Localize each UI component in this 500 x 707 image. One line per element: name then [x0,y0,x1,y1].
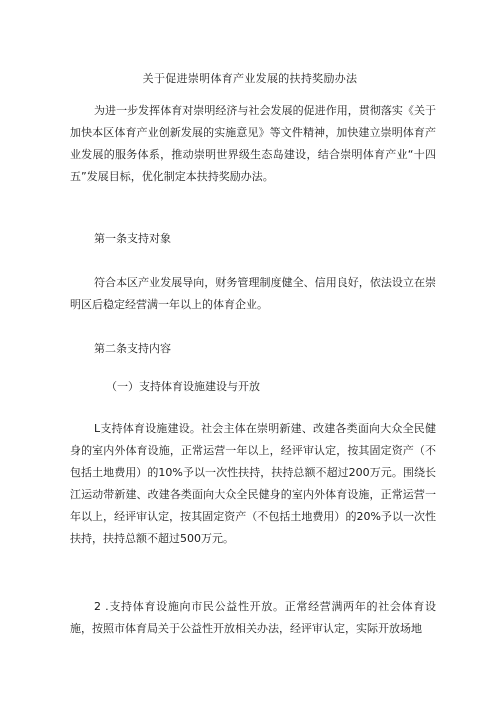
item1-paragraph: L支持体育设施建设。社会主体在崇明新建、改建各类面向大众全民健身的室内外体育设施，正常运营一年以上，经评审认定，按其固定资产（不包括土地费用）的10%予以一次性扶持，扶持总额不超过200万元。围绕长江运动带新建、改建各类面向大众全民健身的室内外体育设施，正常运营一年以上，经评审认定，按其固定资产（不包括土地费用）的20%予以一次性扶持，扶持总额不超过500万元。 [70,422,436,545]
article2-heading: 第二条支持内容 [94,342,171,355]
item2-paragraph: 2 .支持体育设施向市民公益性开放。正常经营满两年的社会体育设施，按照市体育局关于公益性开放相关办法，经评审认定，实际开放场地 [70,600,436,635]
article1-body: 符合本区产业发展导向，财务管理制度健全、信用良好，依法设立在崇明区后稳定经营满一年以上的体育企业。 [70,276,436,311]
document-title: 关于促进崇明体育产业发展的扶持奖励办法 [142,72,358,85]
intro-paragraph: 为进一步发挥体育对崇明经济与社会发展的促进作用，贯彻落实《关于加快本区体育产业创新发展的实施意见》等文件精神，加快建立崇明体育产业发展的服务体系，推动崇明世界级生态岛建设，结合崇明体育产业“十四五”发展目标，优化制定本扶持奖励办法。 [70,104,436,183]
section1-heading: （一）支持体育设施建设与开放 [106,380,260,393]
article1-heading: 第一条支持对象 [94,232,171,245]
